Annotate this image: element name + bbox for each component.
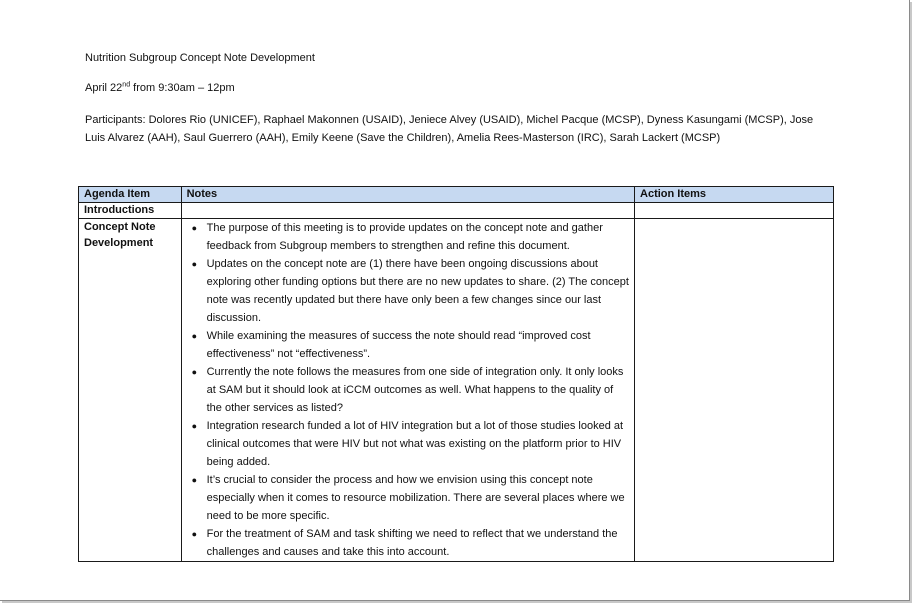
date-prefix: April 22 [85,82,123,94]
participants-list: Participants: Dolores Rio (UNICEF), Raphael Makonnen (USAID), Jeniece Alvey (USAID), Michel Pacque (MCSP), Dyness Kasungami (MCSP), Jose Luis Alvarez (AAH), Saul Guerrero (AAH), Emily Keene (Save the Children), Amelia Rees-Masterson (IRC), Sarah Lackert (MCSP) [85,114,814,144]
table-row [79,219,834,562]
action-items-cell [635,203,834,219]
note-text: The purpose of this meeting is to provide updates on the concept note and gather feedback from Subgroup members to strengthen and refine this document. [206,222,603,252]
agenda-table [78,186,834,562]
date-suffix: from 9:30am – 12pm [130,82,235,94]
bullet-icon: ● [191,529,198,539]
meeting-date [85,82,235,94]
header-action-items: Action Items [635,187,834,203]
agenda-item-cell: Concept Note Development [79,219,182,562]
bullet-icon: ● [191,367,198,377]
note-text: For the treatment of SAM and task shifting we need to reflect that we understand the challenges and causes and take this into account. [206,528,618,558]
note-item [191,327,629,363]
bullet-icon: ● [191,259,198,269]
note-item [191,525,629,561]
table-header-row [79,187,834,203]
note-item [191,417,629,471]
note-text: Integration research funded a lot of HIV integration but a lot of those studies looked at clinical outcomes that were HIV but not what was existing on the platform prior to HIV being added. [206,420,624,468]
note-item [191,219,629,255]
bullet-icon: ● [191,475,198,485]
note-text: Currently the note follows the measures from one side of integration only. It only looks at SAM but it should look at iCCM outcomes as well. What happens to the quality of the other services as listed? [206,366,624,414]
action-items-cell [635,219,834,562]
note-item [191,471,629,525]
note-text: While examining the measures of success the note should read “improved cost effectiveness” not “effectiveness”. [206,330,591,360]
note-item [191,363,629,417]
bullet-icon: ● [191,421,198,431]
header-notes: Notes [181,187,634,203]
agenda-item-cell: Introductions [79,203,182,219]
note-text: It’s crucial to consider the process and how we envision using this concept note especially when it comes to resource mobilization. There are several places where we need to be more specific. [206,474,625,522]
bullet-icon: ● [191,223,198,233]
document-title: Nutrition Subgroup Concept Note Development [85,52,315,64]
notes-cell [181,219,634,562]
note-text: Updates on the concept note are (1) there have been ongoing discussions about exploring other funding options but there are no new updates to share. (2) The concept note was recently updated but there have only been a few changes since our last discussion. [206,258,629,324]
table-row [79,203,834,219]
notes-cell [181,203,634,219]
bullet-icon: ● [191,331,198,341]
notes-list [187,219,629,561]
date-ordinal: nd [122,81,131,89]
note-item [191,255,629,327]
header-agenda-item: Agenda Item [79,187,182,203]
